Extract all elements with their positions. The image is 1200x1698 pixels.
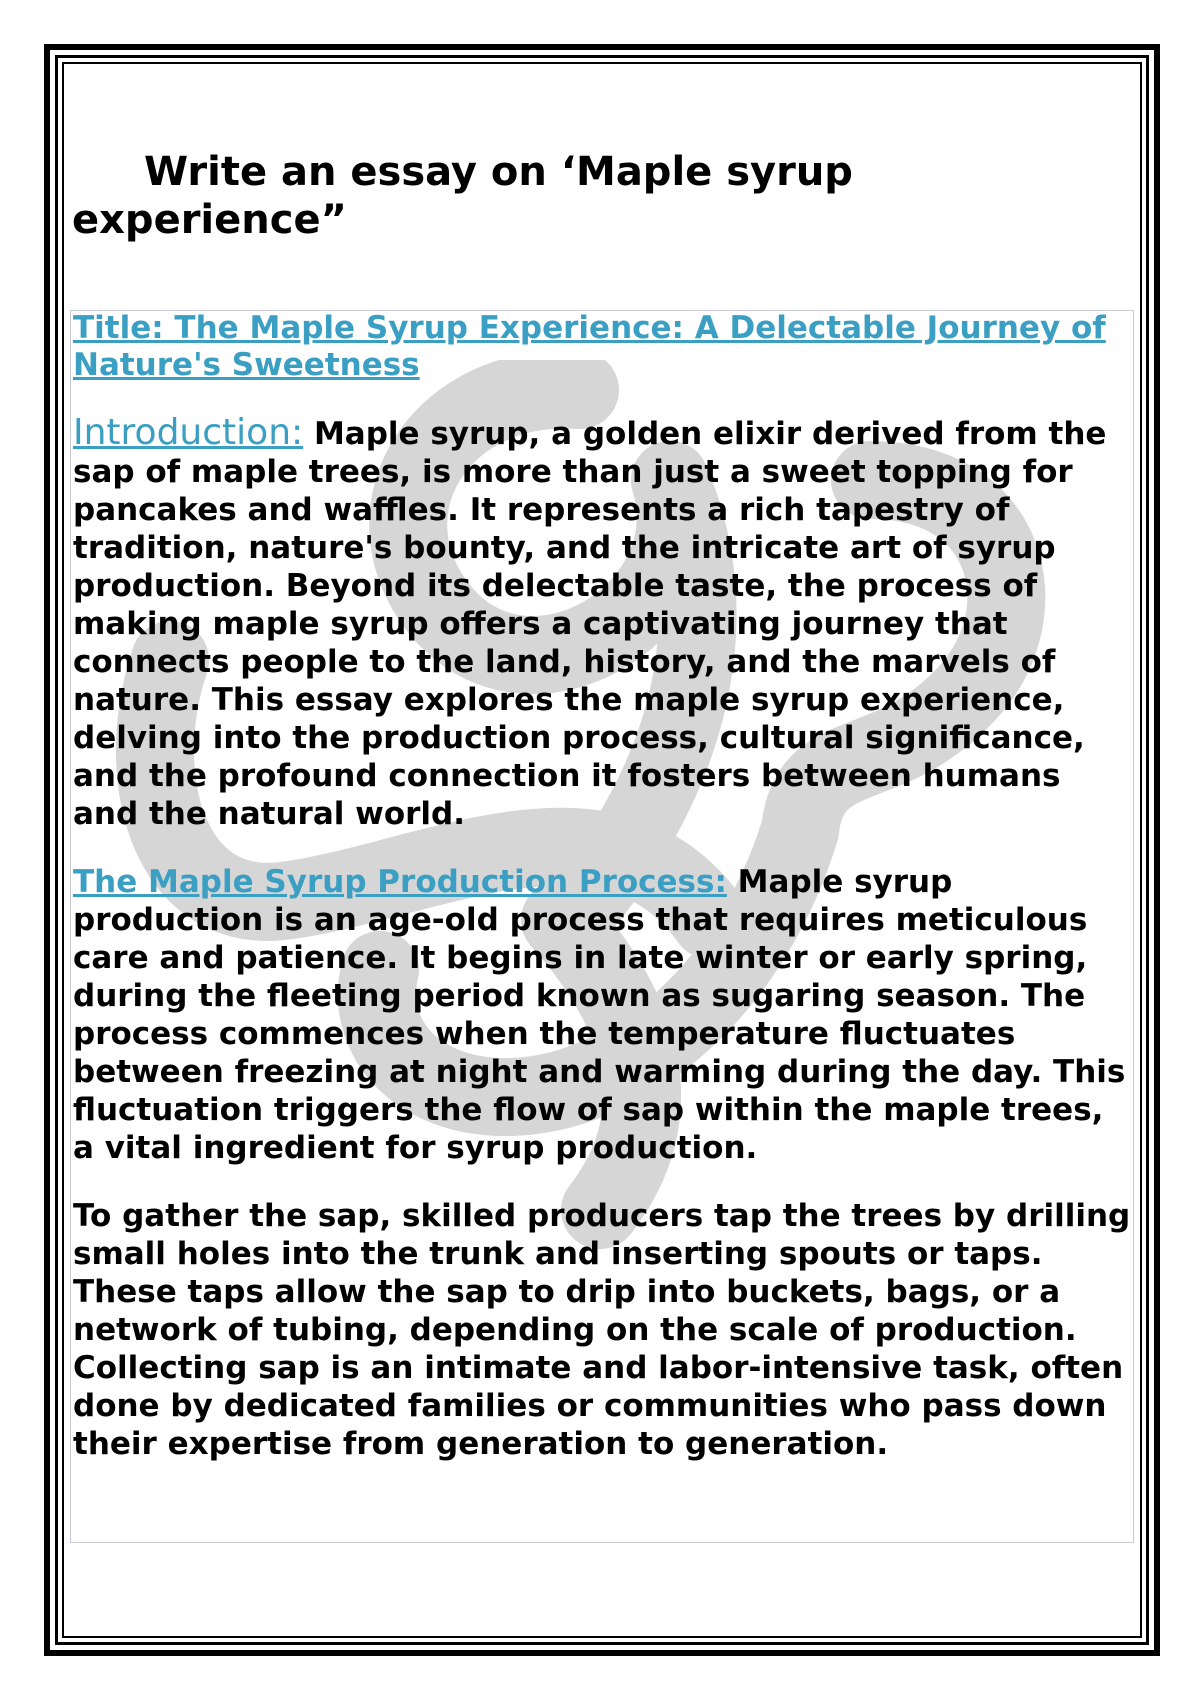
- essay-title: Title: The Maple Syrup Experience: A Delectable Journey of Nature's Sweetness: [73, 310, 1106, 383]
- heading-line-2: experience”: [72, 197, 347, 243]
- section-label-introduction: Introduction:: [73, 412, 304, 453]
- section-label-production-process: The Maple Syrup Production Process:: [73, 864, 727, 900]
- essay-content: [73, 310, 1135, 1493]
- section-production-process: [73, 863, 1135, 1167]
- section-text-gathering-sap: To gather the sap, skilled producers tap the trees by drilling small holes into the trunk and inserting spouts or taps. These taps allow the sap to drip into buckets, bags, or a network of tubing, depending on the scale of production. Collecting sap is an intimate and labor-intensive task, often done by dedicated families or communities who pass down their expertise from generation to generation.: [73, 1198, 1131, 1462]
- section-text-introduction: Maple syrup, a golden elixir derived from the sap of maple trees, is more than just a sweet topping for pancakes and waffles. It represents a rich tapestry of tradition, nature's bounty, and the intricate art of syrup production. Beyond its delectable taste, the process of making maple syrup offers a captivating journey that connects people to the land, history, and the marvels of nature. This essay explores the maple syrup experience, delving into the production process, cultural significance, and the profound connection it fosters between humans and the natural world.: [73, 416, 1107, 832]
- section-gathering-sap: [73, 1197, 1135, 1463]
- section-introduction: [73, 414, 1135, 833]
- page-heading: [72, 148, 972, 244]
- heading-line-1: Write an essay on ‘Maple syrup: [144, 149, 853, 195]
- section-text-production-process: Maple syrup production is an age-old process that requires meticulous care and patience. It begins in late winter or early spring, during the fleeting period known as sugaring season. The process commences when the temperature fluctuates between freezing at night and warming during the day. This fluctuation triggers the flow of sap within the maple trees, a vital ingredient for syrup production.: [73, 864, 1126, 1166]
